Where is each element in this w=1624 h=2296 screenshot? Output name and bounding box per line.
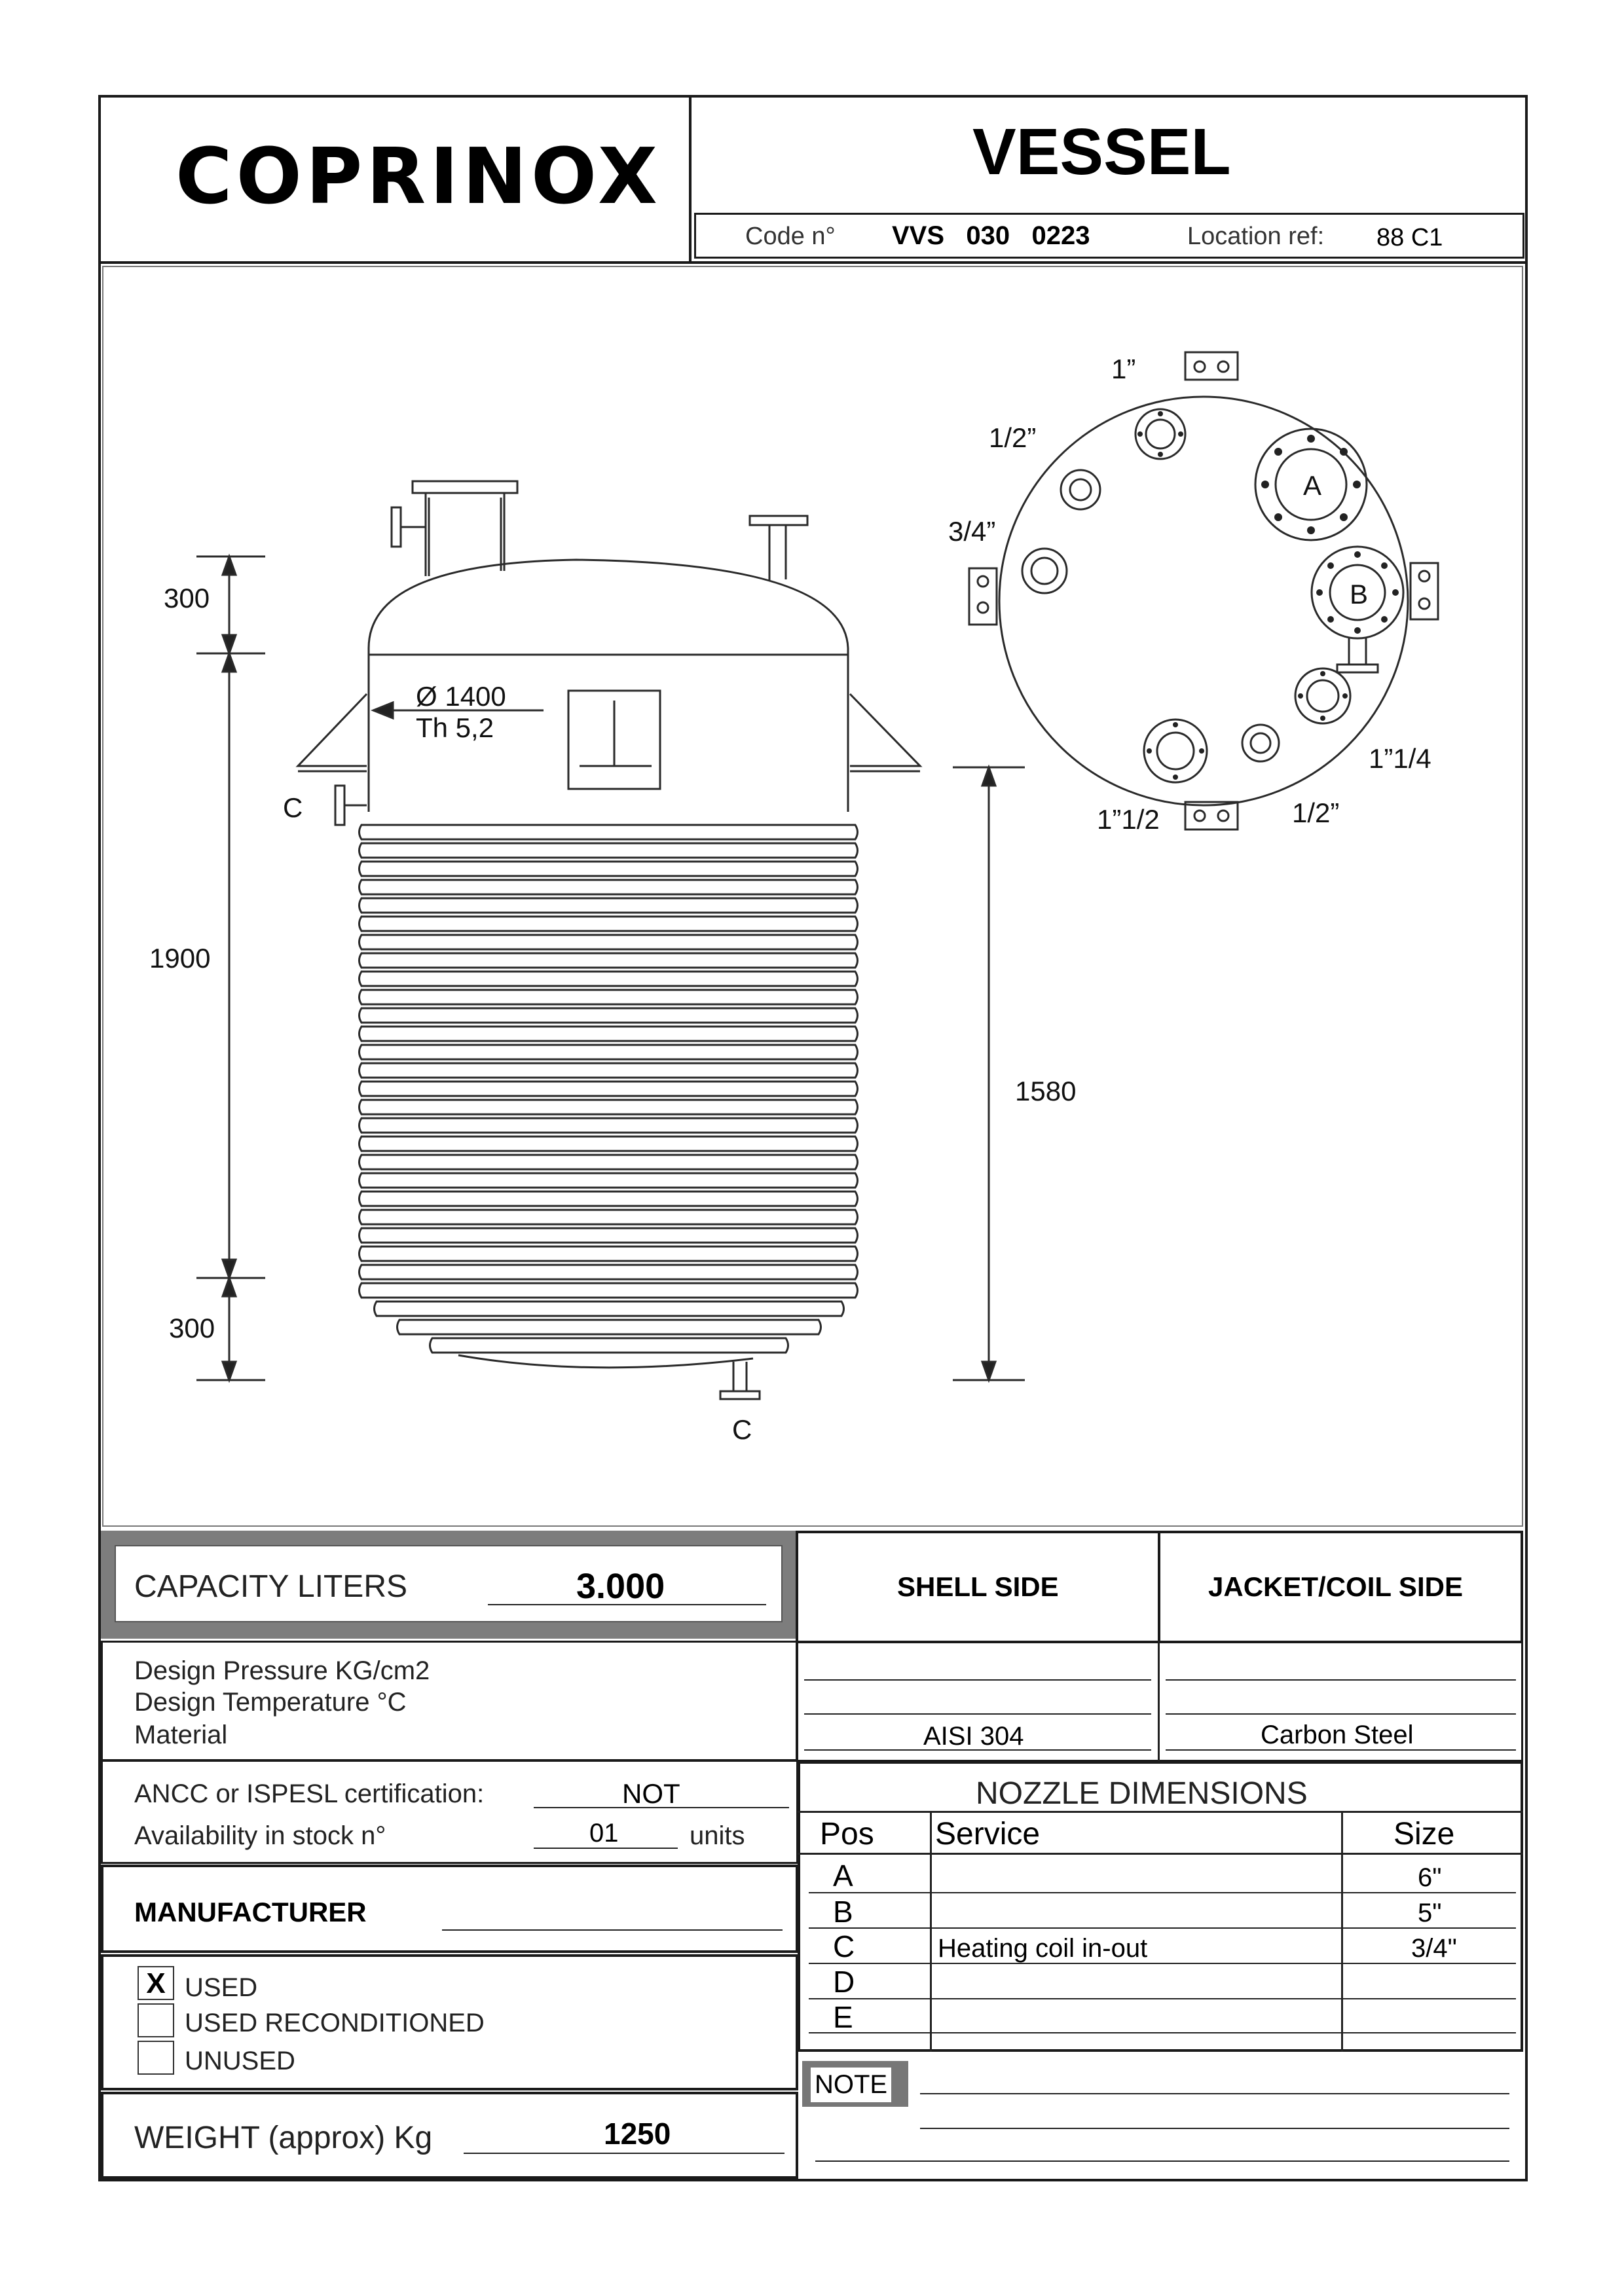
condition-reconditioned-checkbox[interactable] (138, 2003, 174, 2037)
manufacturer-label: MANUFACTURER (134, 1897, 367, 1927)
top-view-label-half-bottom: 1/2” (1292, 797, 1340, 828)
shell-material-line (804, 1749, 1151, 1751)
dim-middle-1900: 1900 (149, 943, 211, 974)
nozzle-table-title: NOZZLE DIMENSIONS (976, 1776, 1308, 1811)
condition-used-label: USED (185, 1973, 258, 2002)
top-view-label-1-1-4: 1”1/4 (1369, 743, 1431, 774)
note-line-1 (920, 2093, 1509, 2094)
jacket-temperature-line (1166, 1713, 1516, 1715)
jacket-material-line (1166, 1749, 1516, 1751)
top-lug-1 (1185, 352, 1238, 380)
nozzle-row-rule (809, 1963, 1516, 1964)
jacket-pressure-line (1166, 1679, 1516, 1681)
condition-reconditioned-label: USED RECONDITIONED (185, 2009, 485, 2037)
dim-top-300: 300 (164, 583, 210, 613)
design-temperature-label: Design Temperature °C (134, 1688, 407, 1717)
nozzle-size: 6" (1418, 1863, 1442, 1892)
nozzle-row-rule (809, 2032, 1516, 2033)
weight-value: 1250 (604, 2117, 671, 2151)
manhole-flange (413, 481, 517, 493)
page-title: VESSEL (972, 115, 1231, 189)
shell-pressure-line (804, 1679, 1151, 1681)
nozzle-size: 5" (1418, 1899, 1442, 1927)
code-label: Code n° (745, 223, 836, 250)
nozzle-pos: E (833, 2000, 853, 2034)
nozzle-row-rule (809, 1892, 1516, 1893)
nozzle-col-size: Size (1393, 1817, 1455, 1851)
nozzle-col-service: Service (935, 1817, 1041, 1851)
certification-underline (534, 1807, 789, 1808)
nozzle-row-rule (809, 1927, 1516, 1929)
top-view-label-1in: 1” (1111, 354, 1136, 384)
material-label: Material (134, 1721, 228, 1749)
nozzle-pos: A (833, 1859, 853, 1893)
jacket-side-header: JACKET/COIL SIDE (1208, 1571, 1463, 1602)
note-line-3 (815, 2160, 1509, 2162)
vessel-bottom-dome (458, 1355, 753, 1368)
heating-coils (360, 825, 858, 1353)
support-lug-left (298, 694, 367, 766)
code-value: VVS 030 0223 (892, 221, 1090, 250)
nozzle-size: 3/4" (1411, 1934, 1457, 1963)
stock-value: 01 (589, 1819, 619, 1848)
location-label: Location ref: (1187, 223, 1325, 250)
nozzle-c-bottom-label: C (732, 1414, 752, 1445)
nozzle-1in (1135, 409, 1185, 459)
nozzle-service: Heating coil in-out (938, 1934, 1148, 1963)
stock-units: units (690, 1821, 745, 1850)
manufacturer-underline (442, 1929, 783, 1931)
top-view-label-A: A (1303, 470, 1322, 501)
weight-label: WEIGHT (approx) Kg (134, 2121, 433, 2155)
capacity-underline (488, 1604, 766, 1605)
location-value: 88 C1 (1376, 224, 1443, 251)
condition-used-checkbox[interactable]: X (138, 1966, 174, 2000)
jacket-material-value: Carbon Steel (1261, 1721, 1414, 1749)
note-label: NOTE (811, 2068, 891, 2102)
nozzle-col-divider-2 (1341, 1811, 1343, 2052)
vessel-top-dome (369, 560, 848, 655)
nozzle-pos: B (833, 1895, 853, 1929)
company-logo: COPRINOX (175, 131, 661, 221)
note-line-2 (920, 2128, 1509, 2129)
top-view-label-3-4: 3/4” (948, 516, 996, 547)
stock-label: Availability in stock n° (134, 1821, 386, 1850)
top-view-shell (999, 397, 1408, 805)
condition-unused-checkbox[interactable] (138, 2041, 174, 2075)
design-values-divider (1158, 1641, 1160, 1762)
thickness-label: Th 5,2 (416, 712, 494, 743)
nozzle-pos: C (833, 1929, 855, 1963)
nozzle-col-pos: Pos (820, 1817, 874, 1851)
nozzle-row-rule (809, 1998, 1516, 1999)
diameter-label: Ø 1400 (416, 681, 506, 712)
shell-material-value: AISI 304 (923, 1722, 1024, 1751)
dim-right-1580: 1580 (1015, 1076, 1077, 1106)
nozzle-col-divider-1 (930, 1811, 932, 2052)
weight-underline (464, 2153, 784, 2154)
condition-unused-label: UNUSED (185, 2047, 295, 2075)
design-pressure-label: Design Pressure KG/cm2 (134, 1656, 430, 1685)
nozzle-header-rule (798, 1853, 1523, 1855)
certification-label: ANCC or ISPESL certification: (134, 1779, 485, 1808)
support-lug-right (850, 694, 920, 766)
shell-temperature-line (804, 1713, 1151, 1715)
nozzle-pos: D (833, 1965, 855, 1999)
nozzle-c-left-label: C (283, 792, 303, 823)
top-view-label-half-top: 1/2” (989, 422, 1037, 453)
nozzle-title-rule (798, 1811, 1523, 1813)
capacity-value: 3.000 (576, 1567, 665, 1606)
top-view-label-1-1-2: 1”1/2 (1097, 804, 1160, 835)
dim-bottom-300: 300 (169, 1313, 215, 1343)
capacity-label: CAPACITY LITERS (134, 1569, 407, 1604)
stock-underline (534, 1848, 678, 1849)
top-view-label-B: B (1350, 579, 1369, 610)
shell-side-header: SHELL SIDE (897, 1571, 1059, 1602)
certification-value: NOT (622, 1778, 680, 1809)
